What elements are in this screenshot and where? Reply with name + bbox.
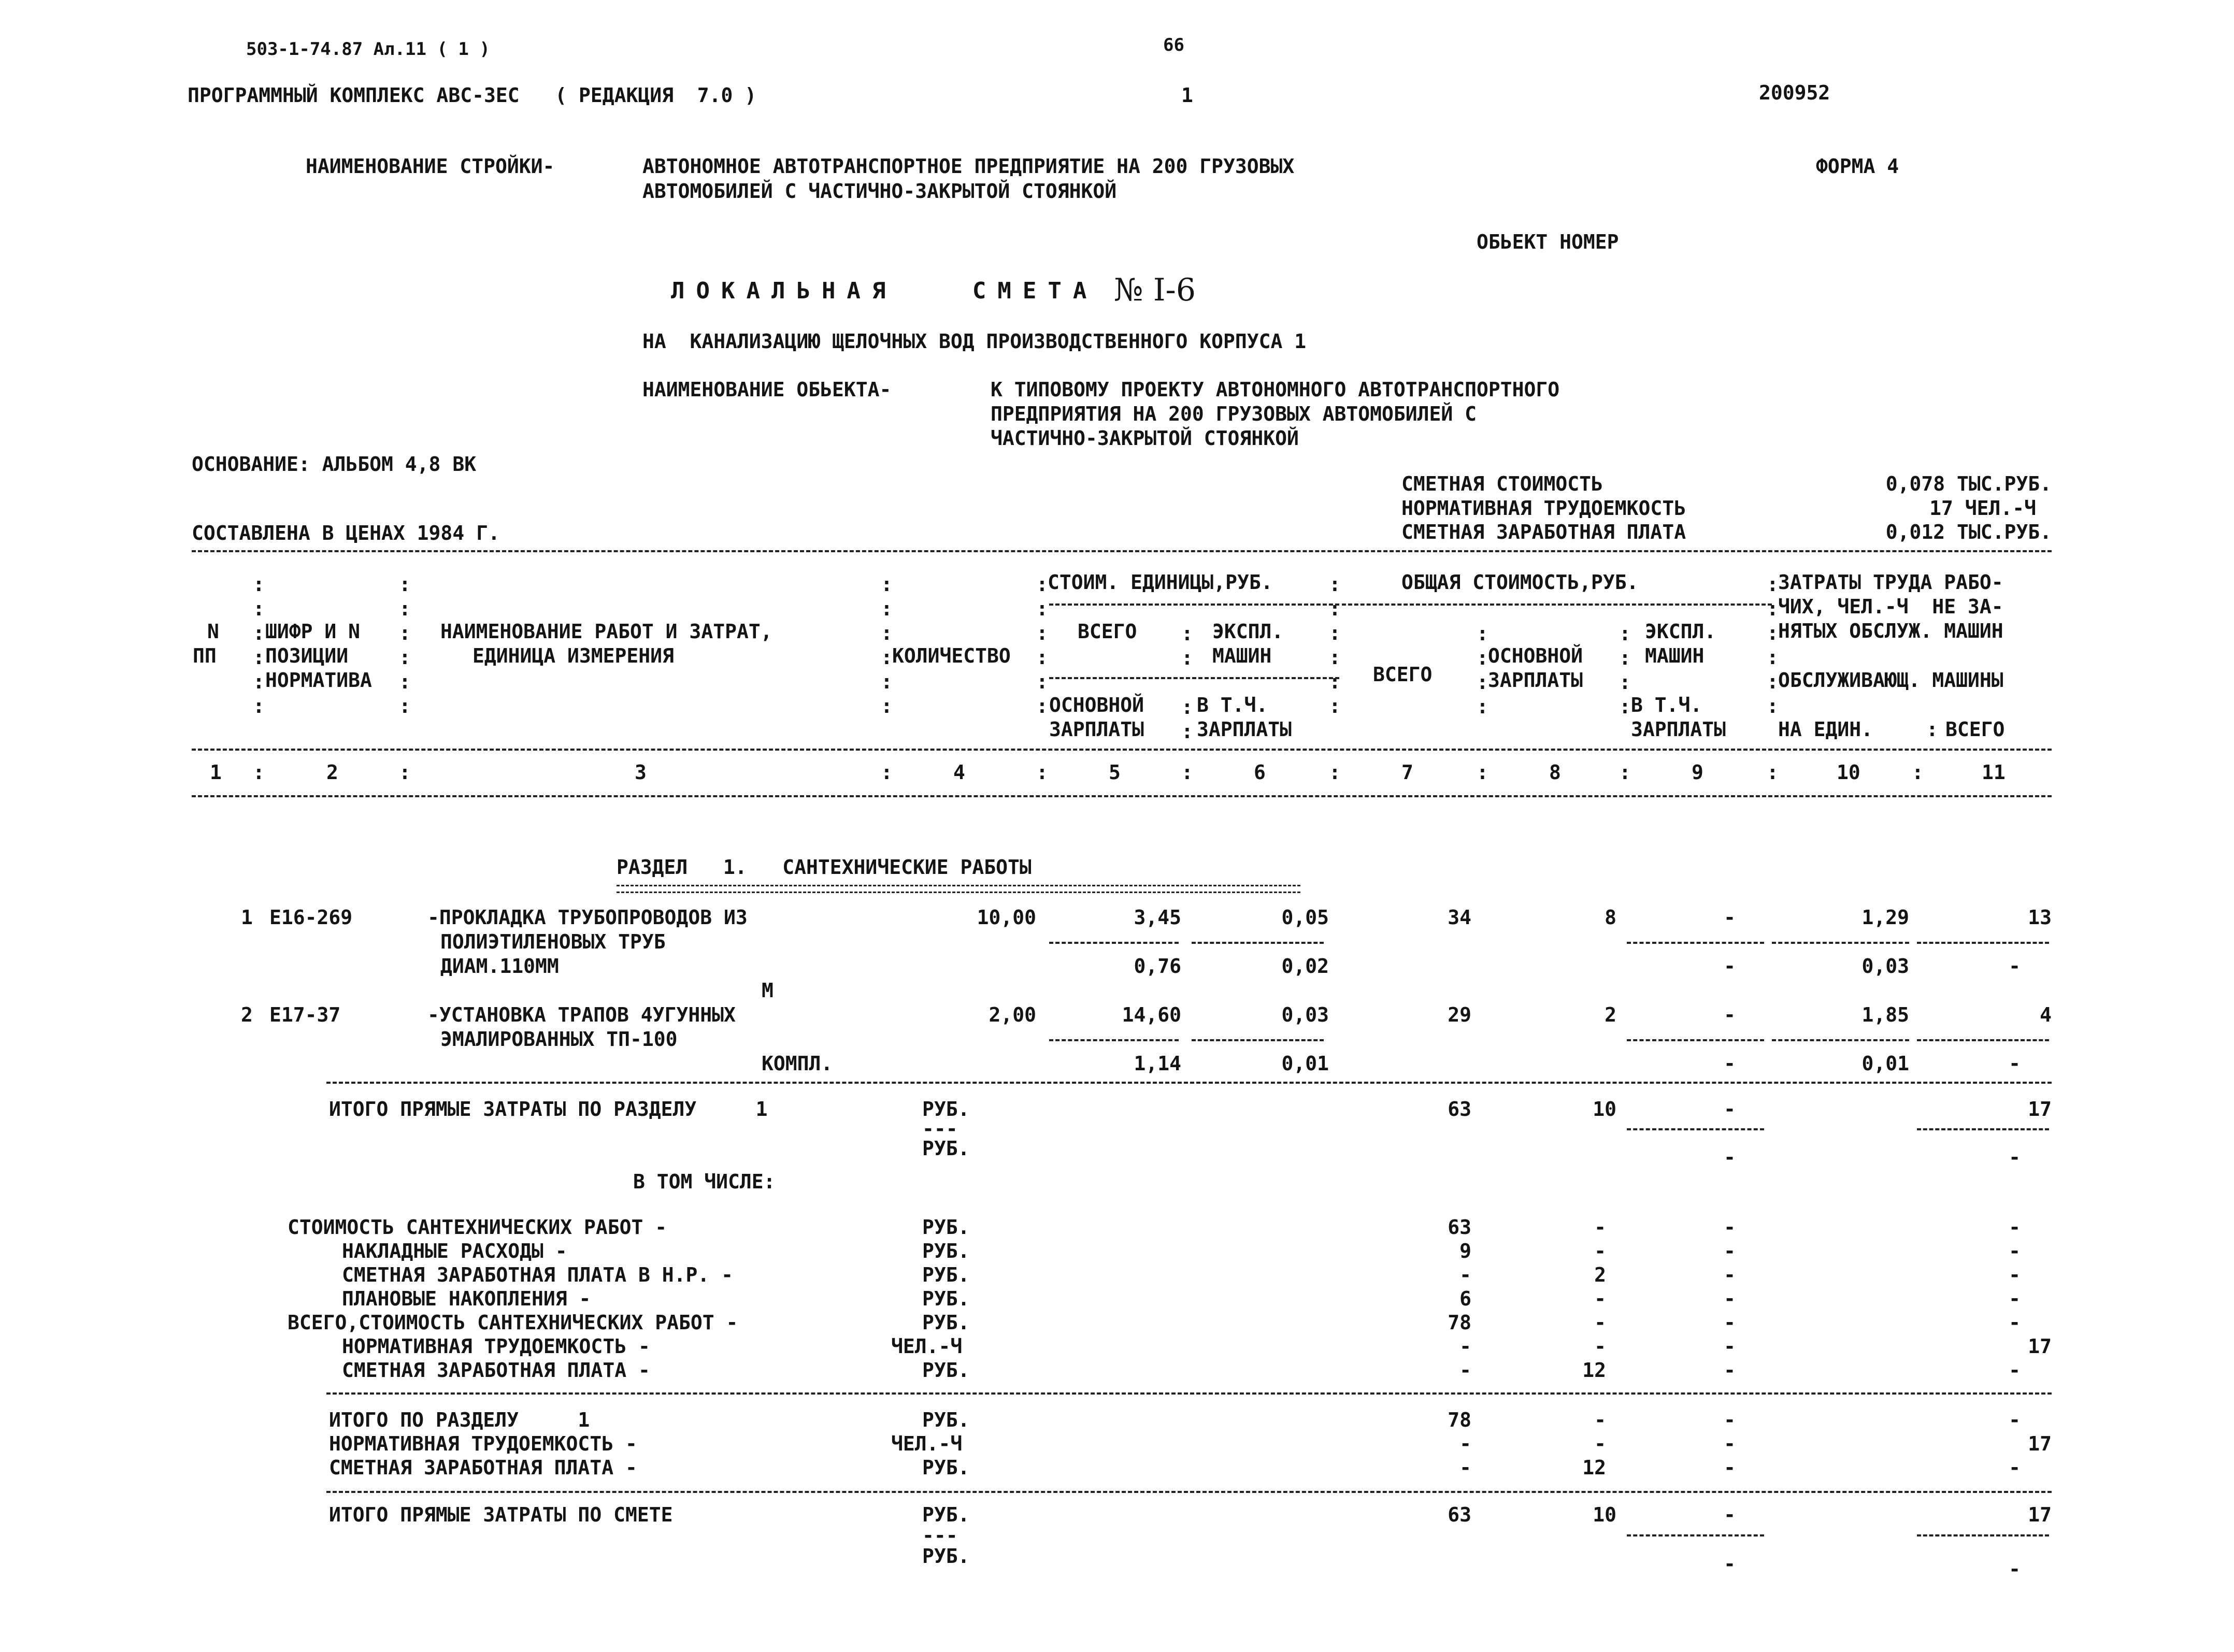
hdr-labor-unit: НА ЕДИН. — [1778, 718, 1873, 741]
breakdown-unit: ЧЕЛ.-Ч — [891, 1335, 963, 1358]
hdr-total-wage-1: ОСНОВНОЙ — [1488, 644, 1583, 667]
breakdown-v11: - — [2009, 1263, 2021, 1286]
row-rule — [1627, 942, 1764, 944]
hdr-labor-1: ЗАТРАТЫ ТРУДА РАБО- — [1778, 571, 2003, 594]
hdr-labor-all: ВСЕГО — [1945, 718, 2005, 741]
hdr-labor-3: НЯТЫХ ОБСЛУЖ. МАШИН — [1778, 620, 2003, 642]
page-number: 1 — [1181, 84, 1193, 107]
breakdown-v7: - — [1459, 1432, 1471, 1455]
item-total-wage: 8 — [1605, 906, 1616, 929]
breakdown-v8: - — [1594, 1240, 1606, 1262]
item-quantity: 2,00 — [989, 1003, 1036, 1026]
item-name: ЭМАЛИРОВАННЫХ ТП-100 — [440, 1028, 678, 1051]
construction-name-line1: АВТОНОМНОЕ АВТОТРАНСПОРТНОЕ ПРЕДПРИЯТИЕ НА 200 ГРУЗОВЫХ — [642, 155, 1295, 178]
breakdown-v8: - — [1594, 1335, 1606, 1358]
breakdown-label: ПЛАНОВЫЕ НАКОПЛЕНИЯ - — [342, 1287, 591, 1310]
breakdown-v7: - — [1459, 1456, 1471, 1479]
item-labor-unit: 1,85 — [1861, 1003, 1909, 1026]
item-unit: М — [762, 979, 774, 1002]
breakdown-bottom-rule — [326, 1392, 2052, 1395]
breakdown-unit: РУБ. — [922, 1287, 970, 1310]
document-code: 200952 — [1759, 81, 1830, 104]
hdr-rule — [1342, 604, 1772, 606]
estimate-cost-value: 0,078 ТЫС.РУБ. — [1885, 472, 2052, 495]
row-rule — [1192, 1039, 1324, 1041]
table-header-rule — [192, 749, 2052, 751]
row-rule — [1772, 1039, 1909, 1041]
breakdown-v9: - — [1724, 1409, 1736, 1431]
breakdown-v8: - — [1594, 1216, 1606, 1239]
section-title-underline — [617, 885, 1300, 893]
item-unit-mach: 0,03 — [1281, 1003, 1329, 1026]
normative-labor-label: НОРМАТИВНАЯ ТРУДОЕМКОСТЬ — [1401, 497, 1686, 520]
hdr-total-mach-wage-1: В Т.Ч. — [1631, 694, 1702, 716]
breakdown-v11: - — [2009, 1456, 2021, 1479]
hdr-total-cost: ОБЩАЯ СТОИМОСТЬ,РУБ. — [1401, 571, 1639, 594]
form-label: ФОРМА 4 — [1816, 155, 1899, 178]
item-code: Е16-269 — [269, 906, 353, 929]
breakdown-unit: РУБ. — [922, 1311, 970, 1334]
item-labor-unit2: 0,03 — [1861, 955, 1909, 978]
item-unit-wage: 1,14 — [1134, 1052, 1181, 1075]
breakdown-v8: 2 — [1594, 1263, 1606, 1286]
estimate-subject: НА КАНАЛИЗАЦИЮ ЩЕЛОЧНЫХ ВОД ПРОИЗВОДСТВЕННОГО КОРПУСА 1 — [642, 330, 1307, 353]
estimate-wage-value: 0,012 ТЫС.РУБ. — [1885, 521, 2052, 543]
hdr-total-wage-2: ЗАРПЛАТЫ — [1488, 669, 1583, 692]
hdr-labor-2: ЧИХ, ЧЕЛ.-Ч НЕ ЗА- — [1778, 595, 2003, 618]
breakdown-v11: - — [2009, 1216, 2021, 1239]
hdr-unit-mach-wage-1: В Т.Ч. — [1197, 694, 1268, 716]
object-label: НАИМЕНОВАНИЕ ОБЬЕКТА- — [642, 378, 892, 401]
breakdown-v11: 17 — [2028, 1432, 2052, 1455]
breakdown-unit: ЧЕЛ.-Ч — [891, 1432, 963, 1455]
breakdown-v8: - — [1594, 1287, 1606, 1310]
hdr-unit-total: ВСЕГО — [1078, 620, 1137, 643]
item-unit: КОМПЛ. — [762, 1052, 833, 1075]
breakdown-v8: - — [1594, 1311, 1606, 1334]
breakdown-v7: 78 — [1448, 1311, 1471, 1334]
breakdown-v7: - — [1459, 1263, 1471, 1286]
breakdown-v9: - — [1724, 1456, 1736, 1479]
estimate-number: № I-6 — [1114, 272, 1196, 308]
breakdown-v11: 17 — [2028, 1335, 2052, 1358]
breakdown-v9: - — [1724, 1216, 1736, 1239]
breakdown-label: СТОИМОСТЬ САНТЕХНИЧЕСКИХ РАБОТ - — [288, 1216, 667, 1239]
item-unit-mach-wage: 0,02 — [1281, 955, 1329, 978]
column-number-rule — [192, 795, 2052, 797]
hdr-unit-mach-wage-2: ЗАРПЛАТЫ — [1197, 718, 1292, 741]
breakdown-v8: - — [1594, 1432, 1606, 1455]
hdr-col3-line1: НАИМЕНОВАНИЕ РАБОТ И ЗАТРАТ, — [440, 620, 772, 643]
object-name-line1: К ТИПОВОМУ ПРОЕКТУ АВТОНОМНОГО АВТОТРАНСПОРТНОГО — [991, 378, 1560, 401]
item-total-mach-wage: - — [1724, 1052, 1736, 1075]
items-bottom-rule — [326, 1082, 2052, 1084]
item-unit-mach: 0,05 — [1281, 906, 1329, 929]
item-labor-total: 4 — [2040, 1003, 2052, 1026]
estimate-cost-label: СМЕТНАЯ СТОИМОСТЬ — [1401, 472, 1603, 495]
breakdown-unit: РУБ. — [922, 1240, 970, 1262]
breakdown-v7: 78 — [1448, 1409, 1471, 1431]
hdr-rule — [1049, 677, 1339, 679]
construction-label: НАИМЕНОВАНИЕ СТРОЙКИ- — [306, 155, 555, 178]
breakdown-v9: - — [1724, 1240, 1736, 1262]
breakdown-unit: РУБ. — [922, 1456, 970, 1479]
breakdown-label: ИТОГО ПО РАЗДЕЛУ 1 — [329, 1409, 590, 1431]
normative-labor-value: 17 ЧЕЛ.-Ч — [1929, 497, 2036, 520]
construction-name-line2: АВТОМОБИЛЕЙ С ЧАСТИЧНО-ЗАКРЫТОЙ СТОЯНКОЙ — [642, 180, 1117, 203]
item-name: ПОЛИЭТИЛЕНОВЫХ ТРУБ — [440, 930, 666, 953]
hdr-unit-wage-2: ЗАРПЛАТЫ — [1049, 718, 1144, 741]
row-rule — [1049, 1039, 1179, 1041]
estimate-title: ЛОКАЛЬНАЯ СМЕТА — [671, 278, 1098, 304]
object-name-line3: ЧАСТИЧНО-ЗАКРЫТОЙ СТОЯНКОЙ — [991, 427, 1299, 450]
hdr-total-mach-2: МАШИН — [1645, 644, 1705, 667]
hdr-unit-mach-1: ЭКСПЛ. — [1212, 620, 1284, 643]
item-total: 29 — [1448, 1003, 1471, 1026]
item-code: Е17-37 — [269, 1003, 341, 1026]
breakdown-v11: - — [2009, 1359, 2021, 1382]
breakdown-v7: - — [1459, 1359, 1471, 1382]
breakdown-label: НАКЛАДНЫЕ РАСХОДЫ - — [342, 1240, 567, 1262]
item-unit-total: 14,60 — [1122, 1003, 1181, 1026]
table-top-rule — [192, 550, 2052, 552]
hdr-total-mach-wage-2: ЗАРПЛАТЫ — [1631, 718, 1726, 741]
hdr-col1-line1: N — [207, 620, 219, 643]
item-name: -ПРОКЛАДКА ТРУБОПРОВОДОВ ИЗ — [427, 906, 748, 929]
hdr-col2-line2: ПОЗИЦИИ — [265, 644, 349, 667]
section-total-bottom-rule — [326, 1491, 2052, 1493]
hdr-quantity: КОЛИЧЕСТВО — [892, 644, 1011, 667]
object-number-label: ОБЬЕКТ НОМЕР — [1477, 231, 1619, 253]
breakdown-v8: 12 — [1582, 1456, 1606, 1479]
breakdown-label: СМЕТНАЯ ЗАРАБОТНАЯ ПЛАТА В Н.Р. - — [342, 1263, 733, 1286]
item-labor-total: 13 — [2028, 906, 2052, 929]
hdr-col3-line2: ЕДИНИЦА ИЗМЕРЕНИЯ — [472, 644, 674, 667]
breakdown-v11: - — [2009, 1287, 2021, 1310]
row-rule — [1627, 1039, 1764, 1041]
breakdown-v9: - — [1724, 1335, 1736, 1358]
item-labor-total2: - — [2009, 1052, 2021, 1075]
row-rule — [1772, 942, 1909, 944]
breakdown-v9: - — [1724, 1359, 1736, 1382]
item-labor-unit: 1,29 — [1861, 906, 1909, 929]
item-name: -УСТАНОВКА ТРАПОВ 4УГУННЫХ — [427, 1003, 736, 1026]
item-unit-mach-wage: 0,01 — [1281, 1052, 1329, 1075]
item-total-mach: - — [1724, 1003, 1736, 1026]
hdr-total-mach-1: ЭКСПЛ. — [1645, 620, 1716, 643]
hdr-col2-line3: НОРМАТИВА — [265, 669, 372, 692]
breakdown-v9: - — [1724, 1263, 1736, 1286]
breakdown-label: НОРМАТИВНАЯ ТРУДОЕМКОСТЬ - — [329, 1432, 637, 1455]
item-unit-wage: 0,76 — [1134, 955, 1181, 978]
hdr-unit-wage-1: ОСНОВНОЙ — [1049, 694, 1144, 716]
breakdown-v9: - — [1724, 1432, 1736, 1455]
item-total-mach-wage: - — [1724, 955, 1736, 978]
breakdown-v11: - — [2009, 1240, 2021, 1262]
hdr-col1-line2: ПП — [193, 644, 217, 667]
item-total-mach: - — [1724, 906, 1736, 929]
item-unit-total: 3,45 — [1134, 906, 1181, 929]
top-page-mark: 66 — [1163, 35, 1184, 55]
breakdown-unit: РУБ. — [922, 1409, 970, 1431]
breakdown-label: ВСЕГО,СТОИМОСТЬ САНТЕХНИЧЕСКИХ РАБОТ - — [288, 1311, 738, 1334]
item-quantity: 10,00 — [977, 906, 1036, 929]
breakdown-v7: 63 — [1448, 1216, 1471, 1239]
breakdown-v9: - — [1724, 1311, 1736, 1334]
breakdown-label: НОРМАТИВНАЯ ТРУДОЕМКОСТЬ - — [342, 1335, 650, 1358]
item-name: ДИАМ.110ММ — [440, 955, 559, 978]
hdr-rule — [1049, 604, 1339, 606]
object-name-line2: ПРЕДПРИЯТИЯ НА 200 ГРУЗОВЫХ АВТОМОБИЛЕЙ С — [991, 403, 1477, 425]
breakdown-unit: РУБ. — [922, 1216, 970, 1239]
item-total: 34 — [1448, 906, 1471, 929]
breakdown-label: СМЕТНАЯ ЗАРАБОТНАЯ ПЛАТА - — [329, 1456, 637, 1479]
program-line: ПРОГРАММНЫЙ КОМПЛЕКС АВС-3ЕС ( РЕДАКЦИЯ 7.0 ) — [188, 84, 757, 107]
row-rule — [1917, 1039, 2049, 1041]
breakdown-v7: 6 — [1459, 1287, 1471, 1310]
estimate-wage-label: СМЕТНАЯ ЗАРАБОТНАЯ ПЛАТА — [1401, 521, 1686, 543]
breakdown-v7: 9 — [1459, 1240, 1471, 1262]
item-total-wage: 2 — [1605, 1003, 1616, 1026]
item-labor-total2: - — [2009, 955, 2021, 978]
hdr-col2-line1: ШИФР И N — [265, 620, 361, 643]
hdr-labor-service: ОБСЛУЖИВАЮЩ. МАШИНЫ — [1778, 669, 2003, 692]
breakdown-v7: - — [1459, 1335, 1471, 1358]
breakdown-v9: - — [1724, 1287, 1736, 1310]
section-title: РАЗДЕЛ 1. САНТЕХНИЧЕСКИЕ РАБОТЫ — [617, 856, 1032, 879]
item-labor-unit2: 0,01 — [1861, 1052, 1909, 1075]
breakdown-unit: РУБ. — [922, 1263, 970, 1286]
hdr-labor-sep: : — [1926, 718, 1938, 741]
breakdown-v8: 12 — [1582, 1359, 1606, 1382]
hdr-total-all: ВСЕГО — [1373, 663, 1433, 686]
basis-line: ОСНОВАНИЕ: АЛЬБОМ 4,8 ВК — [192, 453, 477, 476]
row-rule — [1192, 942, 1324, 944]
breakdown-v11: - — [2009, 1409, 2021, 1431]
top-reference: 503-1-74.87 Ал.11 ( 1 ) — [246, 39, 490, 60]
row-rule — [1917, 942, 2049, 944]
prices-line: СОСТАВЛЕНА В ЦЕНАХ 1984 Г. — [192, 522, 500, 544]
breakdown-v8: - — [1594, 1409, 1606, 1431]
hdr-unit-mach-2: МАШИН — [1212, 644, 1272, 667]
breakdown-label: СМЕТНАЯ ЗАРАБОТНАЯ ПЛАТА - — [342, 1359, 650, 1382]
including-label: В ТОМ ЧИСЛЕ: — [633, 1170, 776, 1193]
breakdown-unit: РУБ. — [922, 1359, 970, 1382]
hdr-unit-cost: СТОИМ. ЕДИНИЦЫ,РУБ. — [1048, 571, 1273, 594]
breakdown-v11: - — [2009, 1311, 2021, 1334]
row-rule — [1049, 942, 1179, 944]
